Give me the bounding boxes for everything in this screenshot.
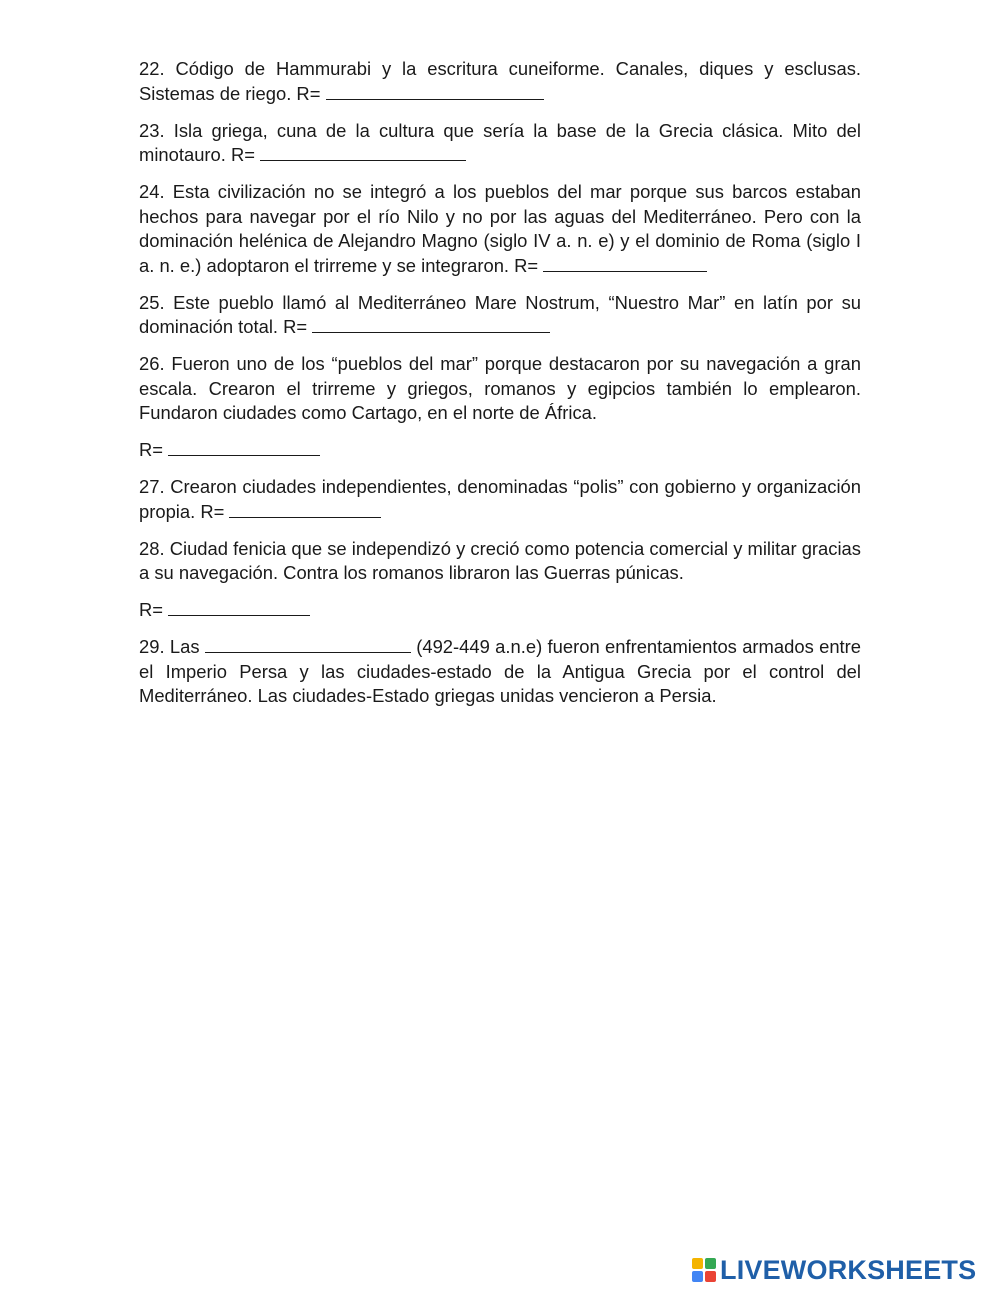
answer-blank-23[interactable] [260,144,466,161]
question-27 [139,475,861,524]
question-22-text: 22. Código de Hammurabi y la escritura cuneiforme. Canales, diques y esclusas. Sistemas de riego. R= [139,58,861,104]
answer-blank-22[interactable] [326,83,544,100]
liveworksheets-logo-text: LIVEWORKSHEETS [720,1254,977,1285]
logo-tile-e [705,1271,716,1282]
logo-tile-i [705,1258,716,1269]
question-26 [139,352,861,426]
question-22 [139,57,861,106]
answer-blank-28[interactable] [168,599,310,616]
answer-label-28: R= [139,599,169,620]
question-29-text-after: (492-449 a.n.e) fueron enfrentamientos armados entre el Imperio Persa y las ciudades-estado de la Antigua Grecia por el control del Mediterráneo. Las ciudades-Estado griegas unidas vencieron a Persia. [139,636,862,706]
logo-tile-v [692,1271,703,1282]
answer-blank-25[interactable] [312,316,550,333]
answer-blank-27[interactable] [229,501,381,518]
answer-blank-26[interactable] [168,439,320,456]
question-25 [139,291,861,340]
question-23-text: 23. Isla griega, cuna de la cultura que sería la base de la Grecia clásica. Mito del minotauro. R= [139,119,861,165]
answer-blank-24[interactable] [543,255,707,272]
liveworksheets-logo [692,1252,992,1288]
question-28 [139,537,861,586]
answer-label-26: R= [139,439,169,460]
logo-tile-l [692,1258,703,1269]
question-28-answer [139,598,861,623]
liveworksheets-logo-icon [692,1258,716,1282]
question-29 [139,635,861,709]
question-28-text: 28. Ciudad fenicia que se independizó y creció como potencia comercial y militar gracias a su navegación. Contra los romanos libraron las Guerras púnicas. [139,537,861,583]
question-25-text: 25. Este pueblo llamó al Mediterráneo Mare Nostrum, “Nuestro Mar” en latín por su dominación total. R= [139,291,861,337]
question-27-text: 27. Crearon ciudades independientes, denominadas “polis” con gobierno y organización propia. R= [139,476,861,522]
question-26-text: 26. Fueron uno de los “pueblos del mar” porque destacaron por su navegación a gran escala. Crearon el trirreme y griegos, romanos y egipcios también lo emplearon. Fundaron ciudades como Cartago, en el norte de África. [139,353,861,423]
question-29-text-before: 29. Las [139,636,205,657]
question-24-text: 24. Esta civilización no se integró a los pueblos del mar porque sus barcos estaban hechos para navegar por el río Nilo y no por las aguas del Mediterráneo. Pero con la dominación helénica de Alejandro Magno (siglo IV a. n. e) y el dominio de Roma (siglo I a. n. e.) adoptaron el trirreme y se integraron. R= [139,181,861,276]
worksheet-content [139,57,861,721]
question-26-answer [139,438,861,463]
question-24 [139,180,861,278]
question-23 [139,119,861,168]
answer-blank-29[interactable] [205,636,411,653]
